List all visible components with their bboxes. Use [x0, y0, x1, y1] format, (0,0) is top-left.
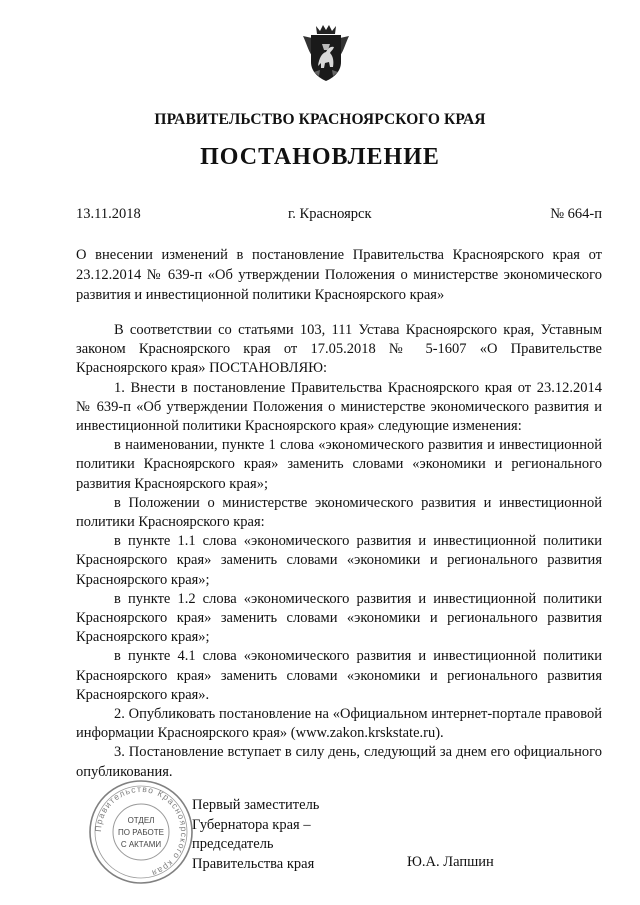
body-paragraph: в Положении о министерстве экономического развития и инвестиционной политики Красноярского края: [76, 494, 602, 531]
document-date: 13.11.2018 [76, 206, 141, 222]
body-paragraph: в наименовании, пункте 1 слова «экономического развития и инвестиционной политики Красноярского края» заменить словами «экономики и регионального развития Красноярского края»; [76, 437, 602, 492]
body-paragraph: 1. Внести в постановление Правительства Красноярского края от 23.12.2014 № 639-п «Об утверждении Положения о министерстве экономического развития и инвестиционной политики Красноярского края» следующие изменения: [76, 379, 602, 435]
stamp-center-line: ОТДЕЛ [127, 816, 155, 825]
stamp-center-line: ПО РАБОТЕ [118, 828, 164, 837]
document-type-heading: ПОСТАНОВЛЕНИЕ [200, 144, 440, 170]
document-body [76, 321, 602, 782]
body-paragraph: 2. Опубликовать постановление на «Официальном интернет-портале правовой информации Красноярского края» (www.zakon.krskstate.ru). [76, 706, 602, 742]
stamp-center-line: С АКТАМИ [120, 840, 162, 849]
signer-title-line: Первый заместитель [192, 797, 320, 813]
body-paragraph: в пункте 1.2 слова «экономического развития и инвестиционной политики Красноярского края» заменить словами «экономики и регионального развития Красноярского края»; [76, 590, 602, 646]
signer-title-line: Правительства края [192, 855, 315, 872]
government-title: ПРАВИТЕЛЬСТВО КРАСНОЯРСКОГО КРАЯ [154, 111, 486, 128]
document-meta-row [76, 206, 602, 226]
body-paragraph: в пункте 1.1 слова «экономического развития и инвестиционной политики Красноярского края» заменить словами «экономики и регионального развития Красноярского края»; [76, 533, 602, 588]
document-number: № 664-п [550, 206, 602, 222]
signer-name: Ю.А. Лапшин [407, 854, 494, 870]
signer-title-line: председатель [192, 836, 274, 852]
body-paragraph: в пункте 4.1 слова «экономического развития и инвестиционной политики Красноярского края» заменить словами «экономики и регионального развития Красноярского края». [76, 648, 602, 703]
signer-title [192, 796, 319, 874]
seal-stamp-icon [87, 778, 195, 886]
document-place: г. Красноярск [288, 206, 372, 222]
stamp-ring-text: Правительство Красноярского края [92, 783, 190, 879]
body-paragraph: В соответствии со статьями 103, 111 Устава Красноярского края, Уставным законом Красноярского края от 17.05.2018 № 5-1607 «О Правительстве Красноярского края» ПОСТАНОВЛЯЮ: [76, 322, 602, 377]
document-subject: О внесении изменений в постановление Правительства Красноярского края от 23.12.2014 № 639-п «Об утверждении Положения о министерстве экономического развития и инвестиционной политики Красноярского края» [76, 247, 602, 303]
signer-title-line: Губернатора края – [192, 816, 311, 833]
body-paragraph: 3. Постановление вступает в силу день, следующий за днем его официального опубликования. [76, 744, 602, 780]
krasnoyarsk-coat-of-arms-icon [300, 22, 352, 84]
